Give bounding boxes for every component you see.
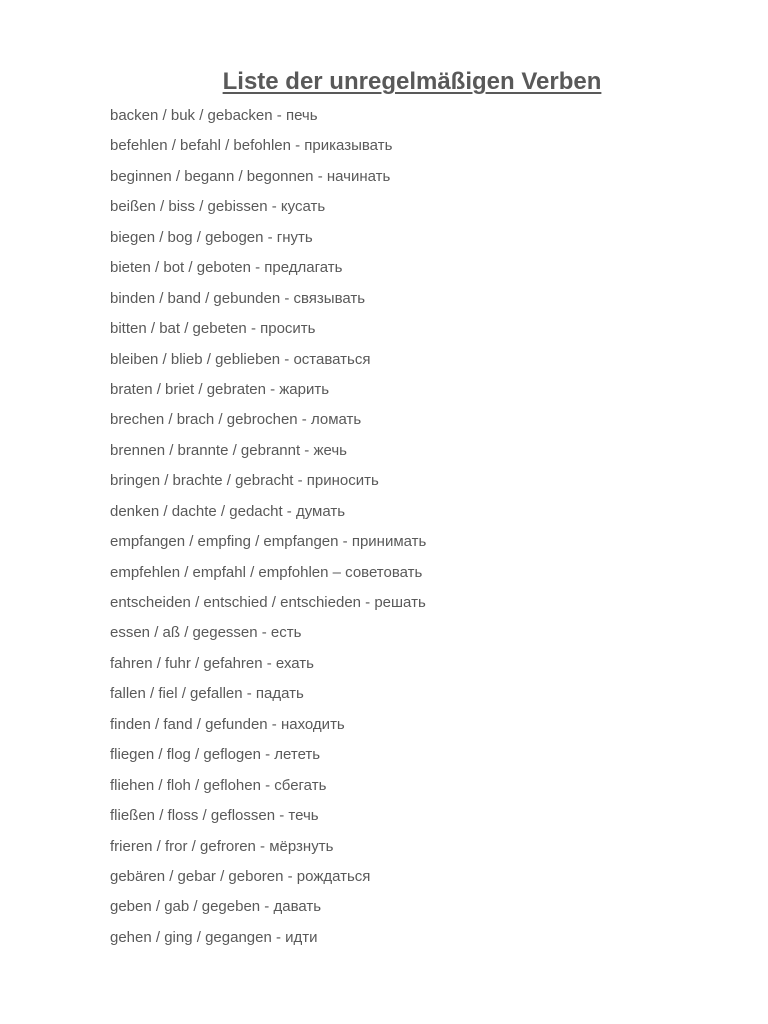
verb-entry: beißen / biss / gebissen - кусать xyxy=(110,198,326,216)
verb-entry: binden / band / gebunden - связывать xyxy=(110,289,366,307)
verb-list xyxy=(110,103,426,955)
verb-entry: geben / gab / gegeben - давать xyxy=(110,898,322,916)
verb-entry: finden / fand / gefunden - находить xyxy=(110,715,345,733)
verb-entry: fahren / fuhr / gefahren - ехать xyxy=(110,654,314,672)
verb-entry: bieten / bot / geboten - предлагать xyxy=(110,259,343,277)
verb-entry: beginnen / begann / begonnen - начинать xyxy=(110,167,391,185)
verb-entry: biegen / bog / gebogen - гнуть xyxy=(110,228,313,246)
verb-entry: fallen / fiel / gefallen - падать xyxy=(110,685,304,703)
verb-entry: fließen / floss / geflossen - течь xyxy=(110,807,319,825)
verb-entry: frieren / fror / gefroren - мёрзнуть xyxy=(110,837,334,855)
page-title: Liste der unregelmäßigen Verben xyxy=(222,68,602,95)
verb-entry: empfangen / empfing / empfangen - принимать xyxy=(110,533,427,551)
verb-entry: entscheiden / entschied / entschieden - решать xyxy=(110,594,426,611)
verb-entry: denken / dachte / gedacht - думать xyxy=(110,502,346,520)
verb-entry: braten / briet / gebraten - жарить xyxy=(110,380,330,398)
verb-entry: empfehlen / empfahl / empfohlen – советовать xyxy=(110,563,423,581)
verb-entry: brennen / brannte / gebrannt - жечь xyxy=(110,441,347,459)
verb-entry: fliehen / floh / geflohen - сбегать xyxy=(110,776,327,794)
verb-entry: backen / buk / gebacken - печь xyxy=(110,107,318,124)
verb-entry: fliegen / flog / geflogen - лететь xyxy=(110,746,321,764)
verb-entry: bleiben / blieb / geblieben - оставаться xyxy=(110,350,371,368)
verb-entry: brechen / brach / gebrochen - ломать xyxy=(110,411,362,429)
verb-entry: essen / aß / gegessen - есть xyxy=(110,624,302,642)
verb-entry: gehen / ging / gegangen - идти xyxy=(110,928,318,946)
verb-entry: gebären / gebar / geboren - рождаться xyxy=(110,867,371,885)
verb-entry: befehlen / befahl / befohlen - приказывать xyxy=(110,137,393,155)
verb-entry: bitten / bat / gebeten - просить xyxy=(110,320,316,338)
verb-entry: bringen / brachte / gebracht - приносить xyxy=(110,472,379,490)
